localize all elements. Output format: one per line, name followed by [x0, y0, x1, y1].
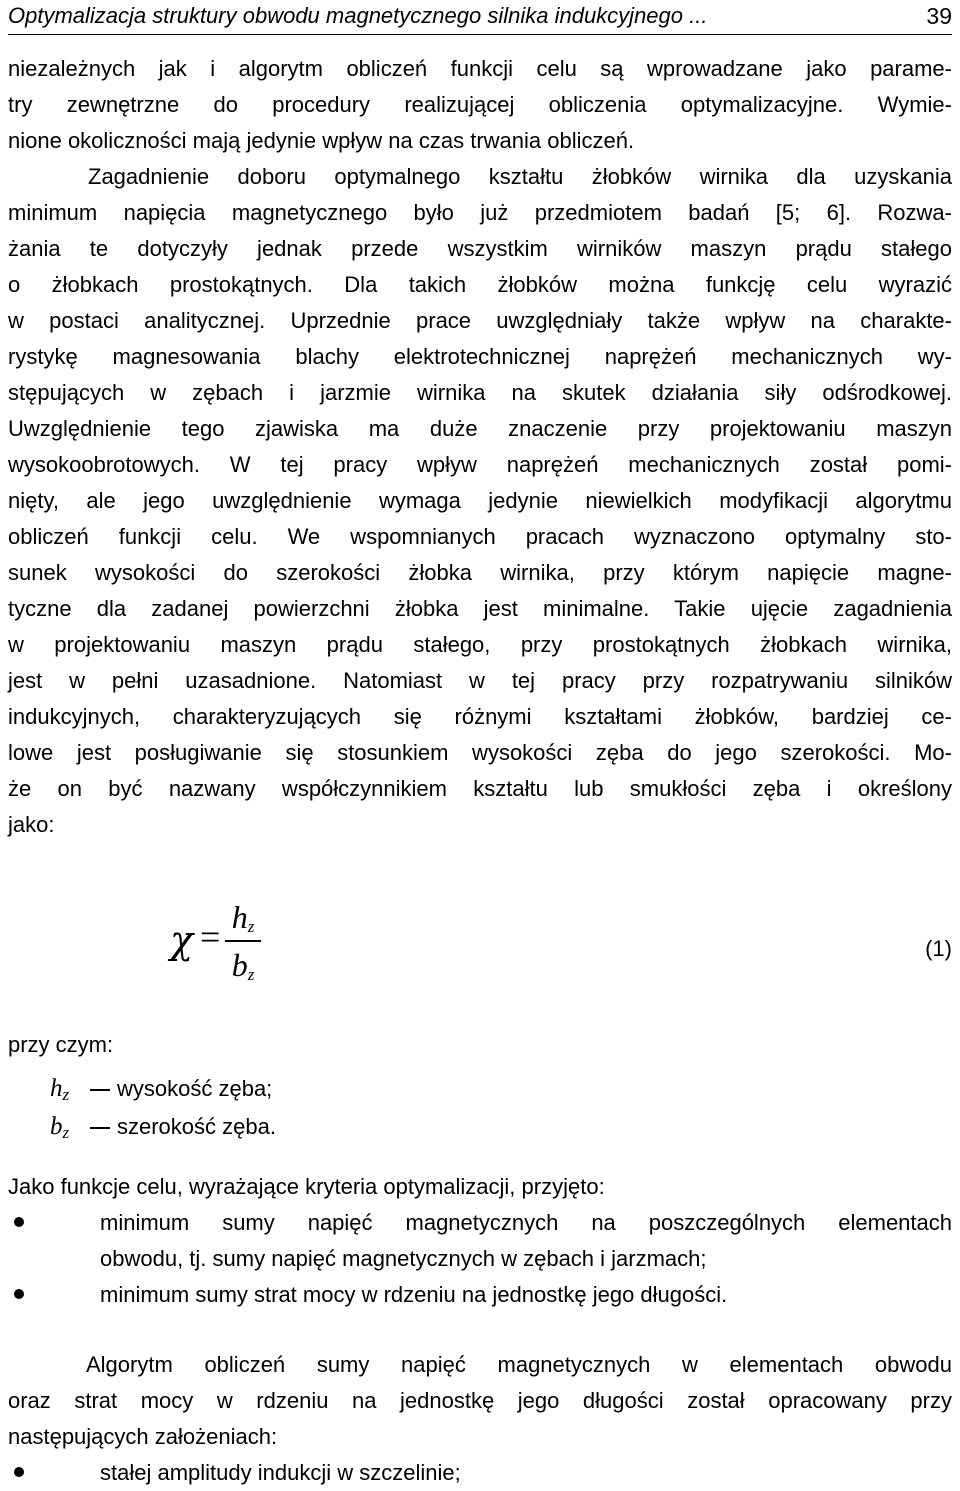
assumption-item-line: stałej amplitudy indukcji w szczelinie;: [100, 1460, 461, 1485]
bullet-icon: [14, 1217, 24, 1227]
text-line: minimum napięcia magnetycznego było już przedmiotem badań [5; 6]. Rozwa-: [8, 200, 952, 225]
page-number: 39: [926, 3, 952, 29]
text-line: Algorytm obliczeń sumy napięć magnetycznych w elementach obwodu: [86, 1352, 952, 1377]
text-line: jest w pełni uzasadnione. Natomiast w tej pracy przy rozpatrywaniu silników: [8, 668, 952, 693]
running-header: [8, 2, 952, 35]
criteria-item-line: obwodu, tj. sumy napięć magnetycznych w zębach i jarzmach;: [100, 1246, 707, 1271]
text-line: nięty, ale jego uwzględnienie wymaga jedynie niewielkich modyfikacji algorytmu: [8, 488, 952, 513]
bullet-icon: [14, 1289, 24, 1299]
text-line: indukcyjnych, charakteryzujących się różnymi kształtami żłobków, bardziej ce-: [8, 704, 952, 729]
dash: [90, 1089, 110, 1091]
criteria-intro: Jako funkcje celu, wyrażające kryteria optymalizacji, przyjęto:: [8, 1174, 605, 1199]
bullet-icon: [14, 1467, 24, 1477]
text-line: w postaci analitycznej. Uprzednie prace uwzględniały także wpływ na charakte-: [8, 308, 952, 333]
text-line: stępujących w zębach i jarzmie wirnika na skutek działania siły odśrodkowej.: [8, 380, 952, 405]
text-line: niezależnych jak i algorytm obliczeń funkcji celu są wprowadzane jako parame-: [8, 56, 952, 81]
symbol-definitions: [50, 1070, 276, 1146]
text-line: Uwzględnienie tego zjawiska ma duże znaczenie przy projektowaniu maszyn: [8, 416, 952, 441]
running-title: Optymalizacja struktury obwodu magnetycznego silnika indukcyjnego ...: [8, 3, 708, 28]
definition-text: szerokość zęba.: [117, 1114, 276, 1139]
text-line: sunek wysokości do szerokości żłobka wirnika, przy którym napięcie magne-: [8, 560, 952, 585]
text-line: że on być nazwany współczynnikiem kształtu lub smukłości zęba i określony: [8, 776, 952, 801]
denominator-symbol: b: [231, 947, 248, 983]
formula-equals: =: [200, 917, 221, 957]
text-line: lowe jest posługiwanie się stosunkiem wysokości zęba do jego szerokości. Mo-: [8, 740, 952, 765]
criteria-item-line: minimum sumy napięć magnetycznych na poszczególnych elementach: [100, 1210, 952, 1235]
formula-lhs: χ: [170, 918, 194, 962]
dash: [90, 1127, 110, 1129]
text-line: jako:: [8, 812, 55, 837]
text-line: nione okoliczności mają jedynie wpływ na czas trwania obliczeń.: [8, 128, 635, 153]
formula-chi: [170, 896, 370, 1006]
definition-text: wysokość zęba;: [117, 1076, 273, 1101]
definition-symbol: [50, 1108, 90, 1152]
symbol-subscript: z: [62, 1085, 70, 1104]
denominator-subscript: z: [247, 965, 255, 984]
text-line: try zewnętrzne do procedury realizującej obliczenia optymalizacyjne. Wymie-: [8, 92, 952, 117]
where-label: przy czym:: [8, 1032, 114, 1057]
text-line: tyczne dla zadanej powierzchni żłobka jest minimalne. Takie ujęcie zagadnienia: [8, 596, 952, 621]
text-line: żania te dotyczyły jednak przede wszystkim wirników maszyn prądu stałego: [8, 236, 952, 261]
numerator-subscript: z: [247, 917, 255, 936]
equation-number: (1): [925, 936, 952, 961]
symbol-base: b: [50, 1113, 63, 1140]
symbol-base: h: [50, 1075, 63, 1102]
text-line: obliczeń funkcji celu. We wspomnianych pracach wyznaczono optymalny sto-: [8, 524, 952, 549]
text-line: Zagadnienie doboru optymalnego kształtu żłobków wirnika dla uzyskania: [88, 164, 952, 189]
symbol-subscript: z: [62, 1123, 70, 1142]
formula-denominator: [225, 944, 261, 986]
fraction-bar: [225, 940, 261, 942]
text-line: rystykę magnesowania blachy elektrotechnicznej naprężeń mechanicznych wy-: [8, 344, 952, 369]
numerator-symbol: h: [231, 899, 248, 935]
text-line: oraz strat mocy w rdzeniu na jednostkę jego długości został opracowany przy: [8, 1388, 952, 1413]
text-line: o żłobkach prostokątnych. Dla takich żłobków można funkcję celu wyrazić: [8, 272, 952, 297]
text-line: w projektowaniu maszyn prądu stałego, przy prostokątnych żłobkach wirnika,: [8, 632, 952, 657]
text-line: następujących założeniach:: [8, 1424, 278, 1449]
formula-fraction: [225, 896, 261, 986]
definition-item: [50, 1070, 276, 1108]
text-line: wysokoobrotowych. W tej pracy wpływ naprężeń mechanicznych został pomi-: [8, 452, 952, 477]
formula-numerator: [225, 896, 261, 938]
definition-item: [50, 1108, 276, 1146]
criteria-item-line: minimum sumy strat mocy w rdzeniu na jednostkę jego długości.: [100, 1282, 728, 1307]
